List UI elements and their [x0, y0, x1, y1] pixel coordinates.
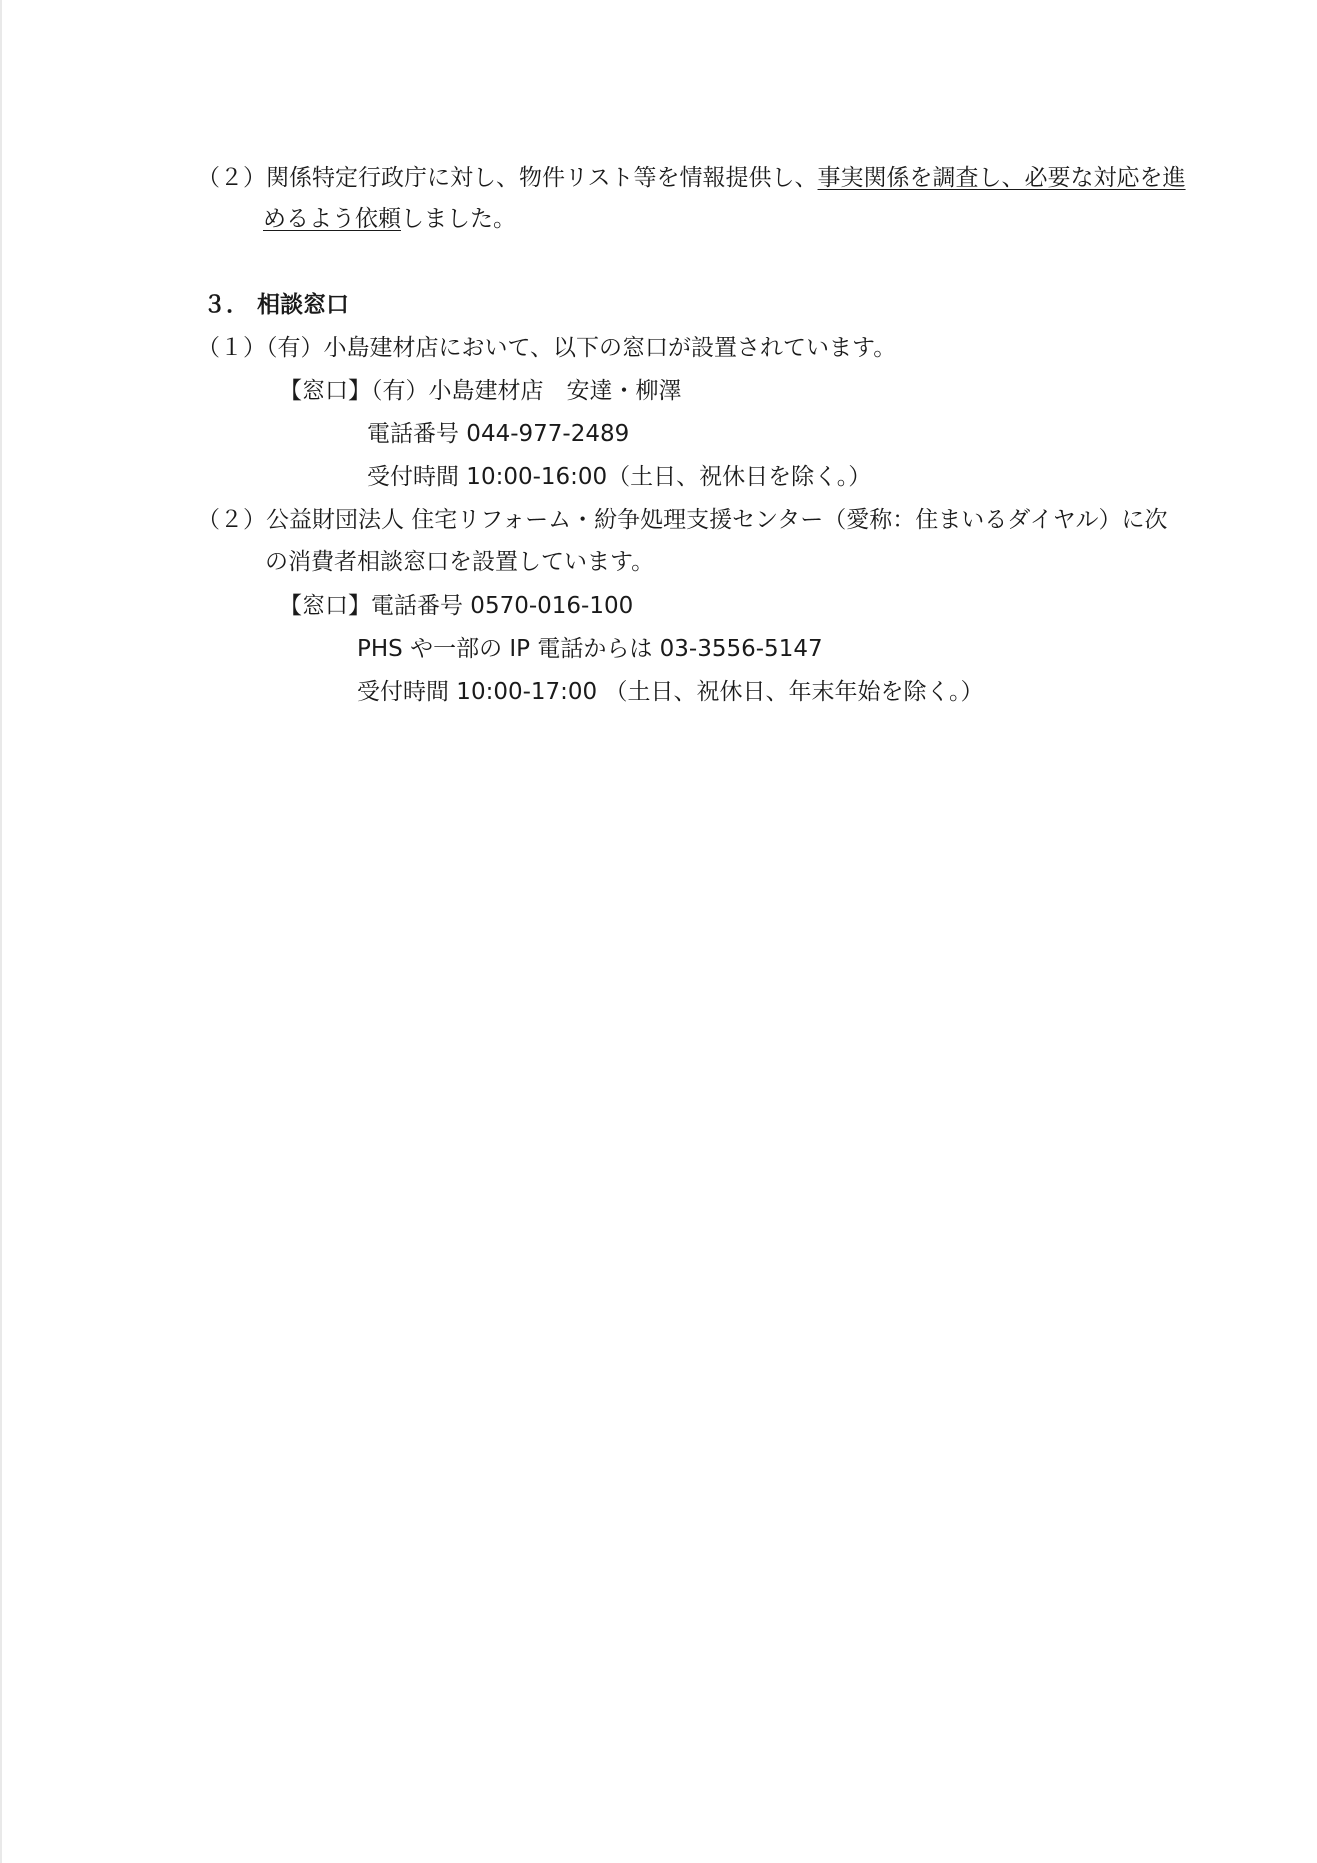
item-text: しました。	[401, 206, 516, 232]
section3-item1-phone: 電話番号 044-977-2489	[367, 421, 630, 447]
section3-item2-line2: の消費者相談窓口を設置しています。	[265, 549, 655, 575]
item-marker: （２）	[197, 165, 266, 191]
section3-item2-window-label: 【窓口】電話番号 0570-016-100	[279, 593, 634, 619]
section3-item2-line1: （２）公益財団法人 住宅リフォーム・紛争処理支援センター（愛称：住まいるダイヤル）に次	[197, 507, 1168, 533]
underlined-text: 事実関係を調査し、必要な対応を進	[817, 165, 1186, 191]
section3-item1-text: （１）（有）小島建材店において、以下の窓口が設置されています。	[197, 335, 897, 361]
underlined-text: めるよう依頼	[263, 206, 401, 232]
section3-heading: ３． 相談窓口	[203, 292, 350, 318]
section3-item2-ip-phone: PHS や一部の IP 電話からは 03-3556-5147	[357, 636, 823, 662]
section2-item2-line2	[263, 204, 516, 234]
section2-item2-line1	[197, 163, 1186, 193]
section3-item2-hours: 受付時間 10:00-17:00 （土日、祝休日、年末年始を除く。）	[357, 679, 984, 705]
item-text: 関係特定行政庁に対し、物件リスト等を情報提供し、	[266, 165, 818, 191]
section3-item1-window-label: 【窓口】（有）小島建材店 安達・柳澤	[279, 378, 682, 404]
section3-item1-hours: 受付時間 10:00-16:00（土日、祝休日を除く。）	[367, 464, 872, 490]
page-edge	[0, 0, 2, 1863]
